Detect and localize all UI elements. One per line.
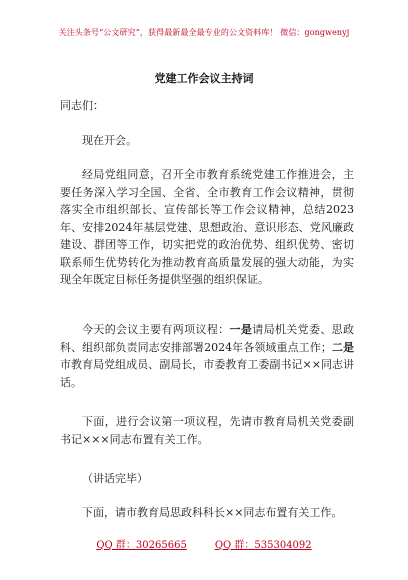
document-title: 党建工作会议主持词	[154, 72, 254, 85]
agenda-intro: 今天的会议主要有两项议程：	[82, 323, 230, 336]
footer-contacts	[0, 536, 408, 551]
salutation: 同志们：	[60, 99, 104, 112]
agenda-item-2-marker: 二是	[331, 340, 354, 354]
paragraph-next-speaker: 下面，请市教育局思政科科长××同志布置有关工作。	[82, 506, 343, 519]
paragraph-purpose: 经局党组同意，召开全市教育系统党建工作推进会，主要任务深入学习全国、全省、全市教育工作会议精神，贯彻落实全市组织部长、宣传部长等工作会议精神，总结2023年、安排2024年基层党建、思想政治、意识形态、党风廉政建设、群团等工作，切实把党的政治优势、组织优势、密切联系师生优势转化为推动教育高质量发展的强大动能，为实现全年既定目标任务提供坚强的组织保证。	[60, 168, 354, 286]
qq-group-1-link[interactable]: QQ 群：30265665	[96, 540, 187, 551]
agenda-item-2-text: 市教育局党组成员、副局长，市委教育工委副书记××同志讲话。	[60, 358, 354, 389]
agenda-item-1-marker: 一是	[229, 323, 253, 336]
qq-group-2-link[interactable]: QQ 群：535304092	[214, 540, 312, 551]
paragraph-first-item: 下面，进行会议第一项议程，先请市教育局机关党委副书记×××同志布置有关工作。	[60, 415, 354, 446]
agenda-item-1-text: 请局机关党委、思政科、组织部负责同志安排部署2024年各领域重点工作；	[60, 323, 355, 354]
paragraph-agenda	[60, 321, 354, 391]
paragraph-opening: 现在开会。	[82, 134, 137, 147]
header-banner: 关注头条号“公文研究”，获得最新最全最专业的公文资料库！ 微信：gongwenyj	[58, 28, 350, 37]
paragraph-speech-end: （讲话完毕）	[82, 472, 148, 485]
